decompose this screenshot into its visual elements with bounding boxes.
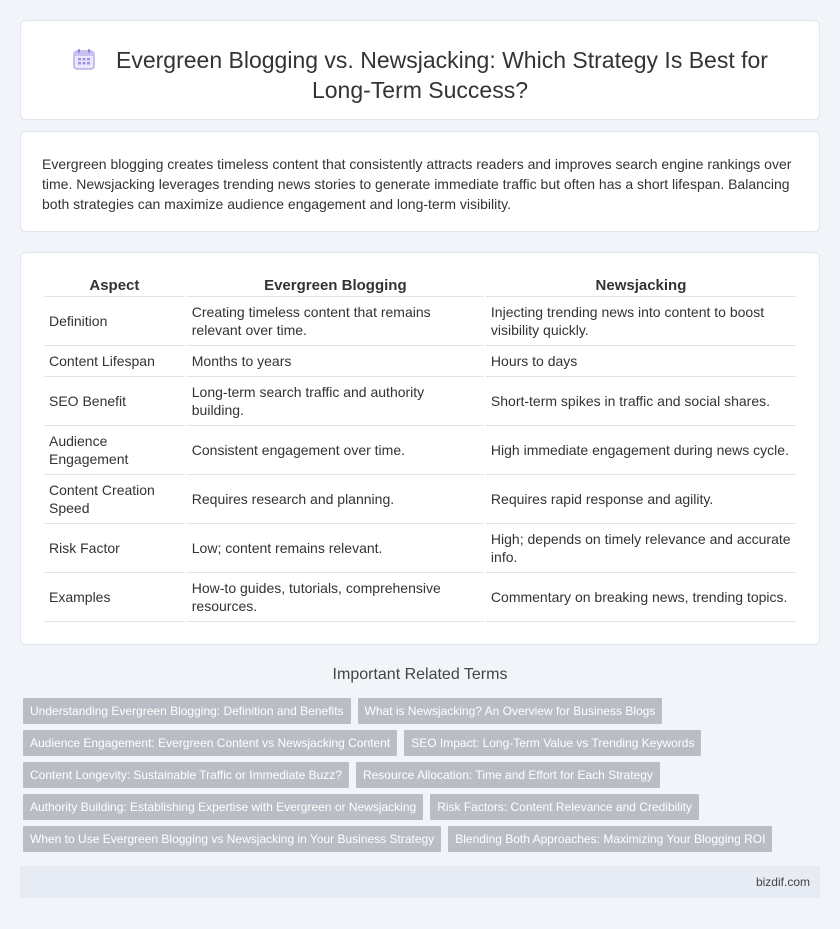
cell-newsjacking: Requires rapid response and agility.: [486, 475, 796, 524]
footer: [20, 866, 820, 898]
cell-evergreen: Months to years: [187, 346, 484, 377]
calendar-icon: [72, 47, 96, 71]
related-term-tag[interactable]: Audience Engagement: Evergreen Content vs Newsjacking Content: [23, 730, 397, 756]
cell-evergreen: Long-term search traffic and authority building.: [187, 377, 484, 426]
cell-aspect: Audience Engagement: [44, 426, 185, 475]
title-card: [20, 20, 820, 120]
column-header-newsjacking: Newsjacking: [486, 275, 796, 297]
tag-row: [23, 730, 823, 756]
intro-card: [20, 131, 820, 232]
related-terms-title: Important Related Terms: [332, 666, 508, 683]
related-term-tag[interactable]: Authority Building: Establishing Expertise with Evergreen or Newsjacking: [23, 794, 423, 820]
related-term-tag[interactable]: Content Longevity: Sustainable Traffic or Immediate Buzz?: [23, 762, 349, 788]
column-header-aspect: Aspect: [44, 275, 185, 297]
table-row: [44, 524, 796, 573]
cell-newsjacking: Injecting trending news into content to boost visibility quickly.: [486, 297, 796, 346]
column-header-evergreen: Evergreen Blogging: [187, 275, 484, 297]
comparison-card: [20, 252, 820, 645]
table-row: [44, 475, 796, 524]
cell-aspect: Risk Factor: [44, 524, 185, 573]
cell-newsjacking: High immediate engagement during news cycle.: [486, 426, 796, 475]
tag-row: [23, 794, 823, 820]
related-term-tag[interactable]: Risk Factors: Content Relevance and Credibility: [430, 794, 699, 820]
title-wrap: [61, 45, 779, 105]
cell-evergreen: Creating timeless content that remains relevant over time.: [187, 297, 484, 346]
cell-evergreen: How-to guides, tutorials, comprehensive resources.: [187, 573, 484, 622]
tag-row: [23, 698, 823, 724]
cell-newsjacking: Short-term spikes in traffic and social shares.: [486, 377, 796, 426]
related-term-tag[interactable]: What is Newsjacking? An Overview for Business Blogs: [358, 698, 663, 724]
table-row: [44, 346, 796, 377]
tag-row: [23, 826, 823, 852]
footer-site-link[interactable]: bizdif.com: [755, 875, 810, 889]
cell-evergreen: Consistent engagement over time.: [187, 426, 484, 475]
related-term-tag[interactable]: When to Use Evergreen Blogging vs Newsjacking in Your Business Strategy: [23, 826, 441, 852]
tag-row: [23, 762, 823, 788]
related-term-tag[interactable]: Understanding Evergreen Blogging: Definition and Benefits: [23, 698, 351, 724]
cell-newsjacking: High; depends on timely relevance and accurate info.: [486, 524, 796, 573]
cell-evergreen: Requires research and planning.: [187, 475, 484, 524]
table-row: [44, 573, 796, 622]
cell-newsjacking: Commentary on breaking news, trending topics.: [486, 573, 796, 622]
cell-aspect: Content Creation Speed: [44, 475, 185, 524]
related-terms-list: [23, 698, 823, 858]
cell-aspect: SEO Benefit: [44, 377, 185, 426]
intro-paragraph: Evergreen blogging creates timeless content that consistently attracts readers and improves search engine rankings over time. Newsjacking leverages trending news stories to generate immediate traffic but often has a short lifespan. Balancing both strategies can maximize audience engagement and long-term visibility.: [42, 156, 792, 212]
related-term-tag[interactable]: Blending Both Approaches: Maximizing Your Blogging ROI: [448, 826, 772, 852]
table-row: [44, 377, 796, 426]
cell-aspect: Examples: [44, 573, 185, 622]
comparison-table: [42, 275, 798, 622]
related-term-tag[interactable]: Resource Allocation: Time and Effort for Each Strategy: [356, 762, 660, 788]
table-row: [44, 297, 796, 346]
related-term-tag[interactable]: SEO Impact: Long-Term Value vs Trending Keywords: [404, 730, 701, 756]
cell-aspect: Content Lifespan: [44, 346, 185, 377]
page-title: Evergreen Blogging vs. Newsjacking: Which Strategy Is Best for Long-Term Success?: [116, 47, 768, 103]
cell-newsjacking: Hours to days: [486, 346, 796, 377]
cell-aspect: Definition: [44, 297, 185, 346]
table-header-row: [44, 275, 796, 297]
cell-evergreen: Low; content remains relevant.: [187, 524, 484, 573]
table-row: [44, 426, 796, 475]
